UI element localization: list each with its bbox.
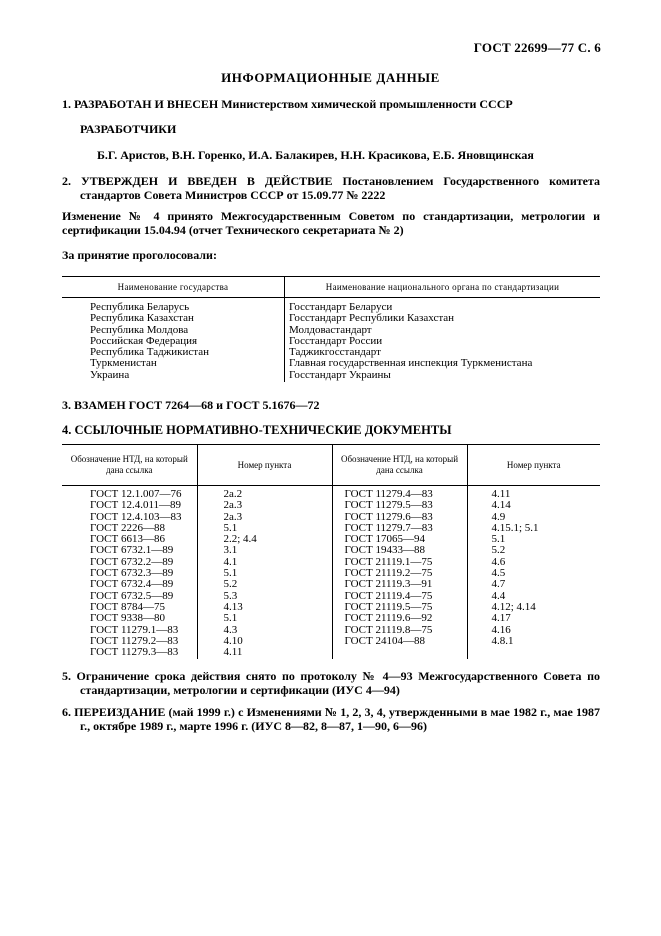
section-3: 3. ВЗАМЕН ГОСТ 7264—68 и ГОСТ 5.1676—72 — [62, 398, 320, 412]
page-title: ИНФОРМАЦИОННЫЕ ДАННЫЕ — [221, 70, 440, 85]
ref-doc: ГОСТ 11279.6—83 — [344, 510, 433, 523]
vote-bodies-column — [285, 298, 601, 383]
ref-doc: ГОСТ 21119.6—92 — [344, 612, 433, 625]
ref-item: 4.11 — [223, 646, 243, 659]
state-name: Республика Казахстан — [90, 312, 194, 325]
ref-doc: ГОСТ 21119.1—75 — [344, 555, 433, 568]
developers-label: РАЗРАБОТЧИКИ — [80, 122, 177, 136]
ref-item: 4.17 — [491, 612, 511, 625]
standards-body: Таджикгосстандарт — [289, 346, 381, 359]
ref-doc: ГОСТ 6732.3—89 — [90, 567, 174, 580]
standards-body: Госстандарт России — [289, 334, 383, 347]
ref-item: 4.7 — [491, 578, 506, 591]
standards-body: Госстандарт Беларуси — [289, 301, 393, 313]
ref-header-doc-left: Обозначение НТД, на который дана ссылка — [62, 445, 197, 486]
voted-label: За принятие проголосовали: — [62, 248, 217, 262]
ref-item: 4.16 — [491, 623, 511, 636]
ref-item: 4.8.1 — [491, 634, 514, 647]
state-name: Туркменистан — [90, 357, 157, 370]
state-name: Республика Беларусь — [90, 301, 190, 313]
ref-doc: ГОСТ 11279.1—83 — [90, 623, 179, 636]
section-1: 1. РАЗРАБОТАН И ВНЕСЕН Министерством химической промышленности СССР — [62, 97, 513, 111]
ref-item: 5.2 — [491, 544, 506, 557]
ref-item: 2а.3 — [223, 510, 243, 523]
standards-body: Главная государственная инспекция Туркменистана — [289, 357, 533, 370]
ref-doc: ГОСТ 12.4.103—83 — [90, 510, 182, 523]
standards-body: Молдовастандарт — [289, 323, 372, 336]
section-5-text: 5. Ограничение срока действия снято по протоколу № 4—93 Межгосударственного Совета по стандартизации, метрологии и сертификации (ИУС 4—94) — [62, 669, 600, 697]
ref-doc: ГОСТ 9338—80 — [90, 612, 165, 625]
ref-item: 4.4 — [491, 589, 506, 602]
ref-doc: ГОСТ 11279.4—83 — [344, 488, 433, 500]
ref-item: 4.14 — [491, 499, 511, 512]
ref-left-items — [197, 486, 332, 660]
ref-doc: ГОСТ 6613—86 — [90, 533, 165, 546]
ref-doc: ГОСТ 2226—88 — [90, 521, 165, 534]
ref-left-docs — [62, 486, 197, 660]
ref-header-item-right: Номер пункта — [467, 445, 600, 486]
section-6-text: 6. ПЕРЕИЗДАНИЕ (май 1999 г.) с Изменениями № 1, 2, 3, 4, утвержденными в мае 1982 г., мае 1987 г., октябре 1989 г., марте 1996 г. (ИУС 8—82, 8—87, 1—90, 6—96) — [62, 705, 600, 733]
references-table — [62, 444, 600, 659]
ref-item: 4.9 — [491, 510, 506, 523]
state-name: Республика Молдова — [90, 323, 189, 336]
ref-doc: ГОСТ 12.1.007—76 — [90, 488, 182, 500]
ref-item: 5.2 — [223, 578, 238, 591]
state-name: Республика Таджикистан — [90, 346, 209, 359]
ref-doc: ГОСТ 19433—88 — [344, 544, 425, 557]
ref-doc: ГОСТ 17065—94 — [344, 533, 425, 546]
vote-states-column — [62, 298, 285, 383]
ref-doc: ГОСТ 21119.8—75 — [344, 623, 433, 636]
state-name: Украина — [90, 368, 130, 381]
ref-header-doc-right: Обозначение НТД, на который дана ссылка — [332, 445, 467, 486]
ref-item: 5.1 — [491, 533, 506, 546]
ref-item: 4.5 — [491, 567, 506, 580]
ref-doc: ГОСТ 24104—88 — [344, 634, 425, 647]
ref-item: 5.3 — [223, 589, 238, 602]
section-2-text: 2. УТВЕРЖДЕН И ВВЕДЕН В ДЕЙСТВИЕ Постановлением Государственного комитета стандартов Совета Министров СССР от 15.09.77 № 2222 — [62, 174, 600, 202]
ref-doc: ГОСТ 12.4.011—89 — [90, 499, 182, 512]
ref-doc: ГОСТ 21119.2—75 — [344, 567, 433, 580]
ref-doc: ГОСТ 6732.1—89 — [90, 544, 174, 557]
ref-item: 4.15.1; 5.1 — [491, 521, 539, 534]
ref-doc: ГОСТ 21119.5—75 — [344, 600, 433, 613]
ref-doc: ГОСТ 6732.5—89 — [90, 589, 174, 602]
ref-right-docs — [332, 486, 467, 660]
ref-item: 4.10 — [223, 634, 243, 647]
ref-doc: ГОСТ 11279.2—83 — [90, 634, 179, 647]
ref-item: 4.13 — [223, 600, 243, 613]
ref-doc: ГОСТ 11279.7—83 — [344, 521, 433, 534]
ref-doc: ГОСТ 11279.5—83 — [344, 499, 433, 512]
ref-item: 4.6 — [491, 555, 506, 568]
vote-table-header-body: Наименование национального органа по стандартизации — [285, 277, 601, 298]
ref-item: 4.11 — [491, 488, 511, 500]
ref-item: 4.1 — [223, 555, 238, 568]
ref-item: 5.1 — [223, 612, 238, 625]
ref-doc: ГОСТ 6732.4—89 — [90, 578, 174, 591]
page-header: ГОСТ 22699—77 С. 6 — [473, 40, 601, 55]
ref-doc: ГОСТ 21119.3—91 — [344, 578, 433, 591]
ref-item: 5.1 — [223, 521, 238, 534]
ref-doc: ГОСТ 11279.3—83 — [90, 646, 179, 659]
standards-body: Госстандарт Украины — [289, 368, 391, 381]
amendment-note: Изменение № 4 принято Межгосударственным Советом по стандартизации, метрологии и сертификации 15.04.94 (отчет Технического секретариата № 2) — [62, 209, 600, 237]
ref-item: 4.12; 4.14 — [491, 600, 536, 613]
section-5 — [62, 669, 600, 697]
ref-item: 5.1 — [223, 567, 238, 580]
section-4: 4. ССЫЛОЧНЫЕ НОРМАТИВНО-ТЕХНИЧЕСКИЕ ДОКУМЕНТЫ — [62, 423, 452, 437]
section-6 — [62, 705, 600, 733]
ref-item: 4.3 — [223, 623, 238, 636]
ref-right-items — [467, 486, 600, 660]
ref-item: 2а.2 — [223, 488, 243, 500]
ref-item: 2.2; 4.4 — [223, 533, 257, 546]
ref-header-item-left: Номер пункта — [197, 445, 332, 486]
ref-item: 2а.3 — [223, 499, 243, 512]
developers-list: Б.Г. Аристов, В.Н. Горенко, И.А. Балакирев, Н.Н. Красикова, Е.Б. Яновщинская — [97, 148, 534, 162]
ref-doc: ГОСТ 21119.4—75 — [344, 589, 433, 602]
vote-table — [62, 276, 600, 382]
ref-doc: ГОСТ 8784—75 — [90, 600, 165, 613]
standards-body: Госстандарт Республики Казахстан — [289, 312, 455, 325]
state-name: Российская Федерация — [90, 334, 198, 347]
vote-table-header-state: Наименование государства — [62, 277, 285, 298]
section-2 — [62, 174, 600, 202]
ref-doc: ГОСТ 6732.2—89 — [90, 555, 174, 568]
ref-item: 3.1 — [223, 544, 238, 557]
